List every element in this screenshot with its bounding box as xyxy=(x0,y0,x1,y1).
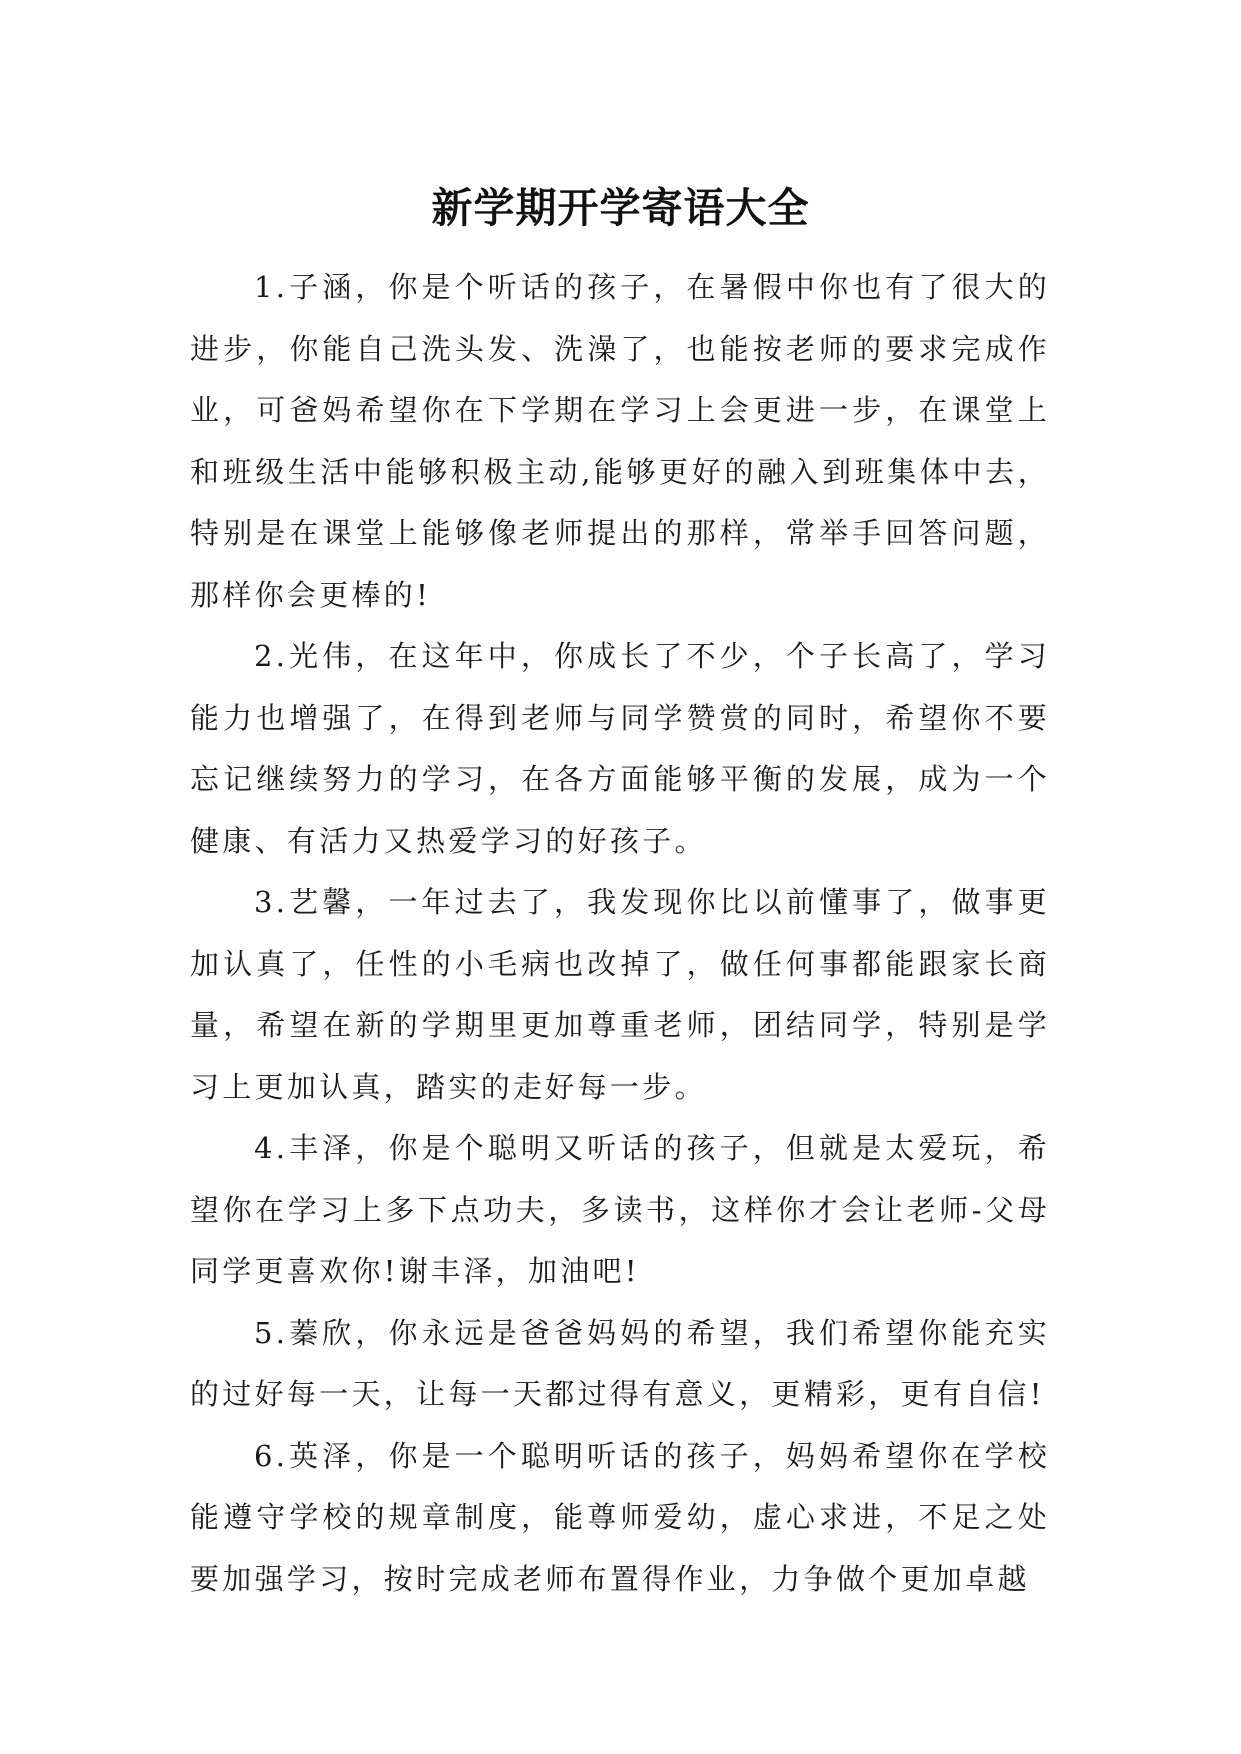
paragraph-5: 5.蓁欣，你永远是爸爸妈妈的希望，我们希望你能充实的过好每一天，让每一天都过得有意义，更精彩，更有自信! xyxy=(190,1315,1050,1411)
paragraph-6: 6.英泽，你是一个聪明听话的孩子，妈妈希望你在学校能遵守学校的规章制度，能尊师爱幼，虚心求进，不足之处要加强学习，按时完成老师布置得作业，力争做个更加卓越 xyxy=(190,1438,1050,1596)
paragraph-3: 3.艺馨，一年过去了，我发现你比以前懂事了，做事更加认真了，任性的小毛病也改掉了，做任何事都能跟家长商量，希望在新的学期里更加尊重老师，团结同学，特别是学习上更加认真，踏实的走好每一步。 xyxy=(190,885,1050,1104)
document-title: 新学期开学寄语大全 xyxy=(431,184,810,233)
paragraph-4: 4.丰泽，你是个聪明又听话的孩子，但就是太爱玩，希望你在学习上多下点功夫，多读书，这样你才会让老师-父母同学更喜欢你!谢丰泽，加油吧! xyxy=(190,1131,1050,1288)
document-body xyxy=(190,257,1050,1610)
paragraph-1: 1.子涵，你是个听话的孩子，在暑假中你也有了很大的进步，你能自己洗头发、洗澡了，也能按老师的要求完成作业，可爸妈希望你在下学期在学习上会更进一步，在课堂上和班级生活中能够积极主动,能够更好的融入到班集体中去，特别是在课堂上能够像老师提出的那样，常举手回答问题，那样你会更棒的! xyxy=(190,270,1050,612)
paragraph-2: 2.光伟，在这年中，你成长了不少，个子长高了，学习能力也增强了，在得到老师与同学赞赏的同时，希望你不要忘记继续努力的学习，在各方面能够平衡的发展，成为一个健康、有活力又热爱学习的好孩子。 xyxy=(190,639,1050,858)
